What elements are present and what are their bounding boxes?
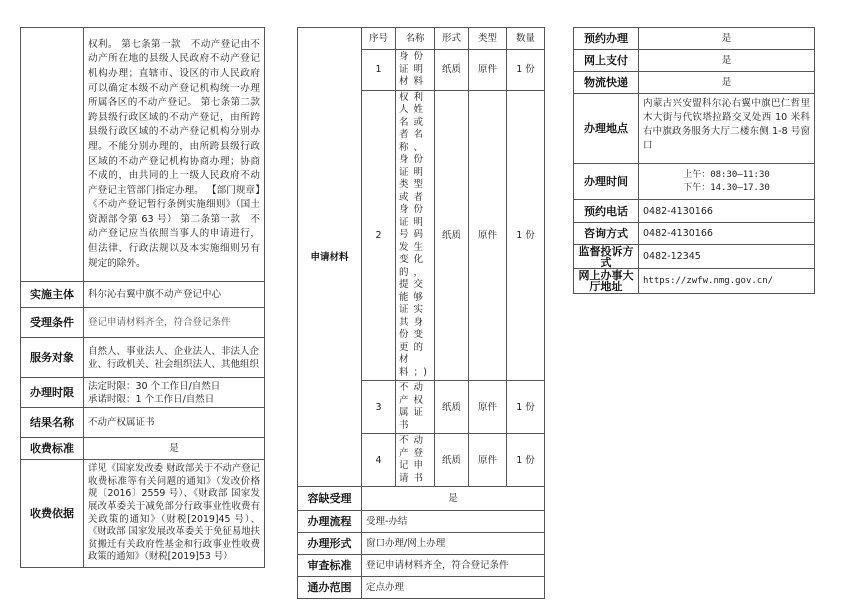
table-row <box>298 555 545 577</box>
value-location: 内蒙古兴安盟科尔沁右翼中旗巴仁哲里木大街与代钦塔拉路交叉处西 10 米科右中旗政务服务大厅二楼东侧 1-8 号窗口 <box>639 94 815 164</box>
value-acceptance-conditions: 登记申请材料齐全，符合登记条件 <box>84 308 265 338</box>
table-row <box>574 164 815 200</box>
label-online-payment: 网上支付 <box>574 50 639 72</box>
label-process-flow: 办理流程 <box>298 511 362 533</box>
label-review-standard: 审查标准 <box>298 555 362 577</box>
material-form: 纸质 <box>435 381 469 434</box>
label-appointment: 预约办理 <box>574 28 639 50</box>
label-missing-acceptance: 容缺受理 <box>298 487 362 511</box>
table-row <box>21 438 265 460</box>
material-form: 纸质 <box>435 90 469 381</box>
value-fee-standard: 是 <box>84 438 265 460</box>
value-appointment: 是 <box>639 28 815 50</box>
table-row <box>574 72 815 94</box>
label-time-limit: 办理时限 <box>21 378 84 408</box>
morning-hours: 上午：08:30—11:30 <box>683 169 770 180</box>
label-process-form: 办理形式 <box>298 533 362 555</box>
value-appointment-phone[interactable]: 0482-4130166 <box>639 200 815 223</box>
value-service-target: 自然人、事业法人、企业法人、非法人企业、行政机关、社会组织法人、其他组织 <box>84 338 265 378</box>
table-row <box>21 460 265 568</box>
label-application-materials: 申请材料 <box>298 28 362 487</box>
label-complaint: 监督投诉方式 <box>574 245 639 269</box>
label-online-hall: 网上办事大厅地址 <box>574 269 639 294</box>
table-row <box>574 94 815 164</box>
table-row <box>298 577 545 599</box>
table-row <box>574 223 815 245</box>
value-review-standard: 登记申请材料齐全，符合登记条件 <box>362 555 545 577</box>
label-result-name: 结果名称 <box>21 408 84 438</box>
value-process-form: 窗口办理/网上办理 <box>362 533 545 555</box>
table-row <box>298 487 545 511</box>
material-name: 身份证明材料 <box>396 50 435 91</box>
material-qty: 1 份 <box>507 434 545 487</box>
table-row <box>574 28 815 50</box>
materials-header-row <box>298 28 545 50</box>
value-fee-basis: 详见《国家发改委 财政部关于不动产登记收费标准等有关问题的通知》（发改价格规〔2016〕2559 号）、《财政部 国家发展改革委关于减免部分行政事业性收费有关政策的通知》（财税[2019]45 号）、《财政部 国家发展改革委关于免征易地扶贫搬迁有关政府性基金和行政事业性收费政策的通知》（财税[2019]53 号） <box>84 460 265 568</box>
material-type: 原件 <box>469 90 507 381</box>
table-row <box>21 338 265 378</box>
label-appointment-phone: 预约电话 <box>574 200 639 223</box>
label-service-scope: 通办范围 <box>298 577 362 599</box>
label-service-target: 服务对象 <box>21 338 84 378</box>
header-name: 名称 <box>396 28 435 50</box>
label-fee-standard: 收费标准 <box>21 438 84 460</box>
value-logistics-delivery: 是 <box>639 72 815 94</box>
value-process-flow: 受理-办结 <box>362 511 545 533</box>
value-office-hours <box>639 164 815 200</box>
label-acceptance-conditions: 受理条件 <box>21 308 84 338</box>
material-type: 原件 <box>469 434 507 487</box>
header-no: 序号 <box>362 28 396 50</box>
header-type: 类型 <box>469 28 507 50</box>
value-online-payment: 是 <box>639 50 815 72</box>
value-consultation[interactable]: 0482-4130166 <box>639 223 815 245</box>
promised-time-limit: 承诺时限：1 个工作日/自然日 <box>88 393 215 405</box>
material-no: 2 <box>362 90 396 381</box>
value-implementing-body: 科尔沁右翼中旗不动产登记中心 <box>84 282 265 308</box>
material-qty: 1 份 <box>507 381 545 434</box>
table-row <box>298 511 545 533</box>
table-row <box>574 269 815 294</box>
empty-label-cell <box>21 28 84 282</box>
table-row <box>21 378 265 408</box>
material-no: 1 <box>362 50 396 91</box>
statutory-time-limit: 法定时限：30 个工作日/自然日 <box>88 380 221 392</box>
value-complaint[interactable]: 0482-12345 <box>639 245 815 269</box>
material-type: 原件 <box>469 381 507 434</box>
header-qty: 数量 <box>507 28 545 50</box>
afternoon-hours: 下午：14.30—17.30 <box>683 182 770 193</box>
service-info-table-left <box>20 27 265 568</box>
table-row <box>574 50 815 72</box>
material-no: 3 <box>362 381 396 434</box>
label-office-hours: 办理时间 <box>574 164 639 200</box>
header-form: 形式 <box>435 28 469 50</box>
table-row <box>21 282 265 308</box>
value-service-scope: 定点办理 <box>362 577 545 599</box>
label-fee-basis: 收费依据 <box>21 460 84 568</box>
value-result-name: 不动产权属证书 <box>84 408 265 438</box>
table-row <box>21 408 265 438</box>
label-consultation: 咨询方式 <box>574 223 639 245</box>
material-qty: 1 份 <box>507 50 545 91</box>
material-type: 原件 <box>469 50 507 91</box>
table-row <box>574 245 815 269</box>
table-row <box>21 28 265 282</box>
table-row <box>298 533 545 555</box>
table-row <box>574 200 815 223</box>
service-info-table-right <box>573 27 815 294</box>
legal-basis-continued: 权利。 第七条第一款 不动产登记由不动产所在地的县级人民政府不动产登记机构办理；直辖市、设区的市人民政府可以确定本级不动产登记机构统一办理所属各区的不动产登记。 第七条第二款 跨县级行政区域的不动产登记，由所跨县级行政区域的不动产登记机构分别办理。不能分别办理的，由所跨县级行政区域的不动产登记机构协商办理；协商不成的，由共同的上一级人民政府不动产登记主管部门指定办理。 【部门规章】《不动产登记暂行条例实施细则》（国土资源部令第 63 号） 第二条第一款 不动产登记应当依照当事人的申请进行，但法律、行政法规以及本实施细则另有规定的除外。 <box>84 28 265 282</box>
material-name: 权利人姓名或者名称、身份证明类型或者身份证明号码发生变化的，提交能够证实其身份变更的材料；) <box>396 90 435 381</box>
label-implementing-body: 实施主体 <box>21 282 84 308</box>
material-form: 纸质 <box>435 434 469 487</box>
application-materials-table <box>297 27 545 599</box>
material-no: 4 <box>362 434 396 487</box>
value-missing-acceptance: 是 <box>362 487 545 511</box>
material-form: 纸质 <box>435 50 469 91</box>
material-name: 不动产权属证书 <box>396 381 435 434</box>
label-logistics-delivery: 物流快递 <box>574 72 639 94</box>
label-location: 办理地点 <box>574 94 639 164</box>
online-hall-link[interactable]: https://zwfw.nmg.gov.cn/ <box>639 269 815 294</box>
material-qty: 1 份 <box>507 90 545 381</box>
value-time-limit <box>84 378 265 408</box>
table-row <box>21 308 265 338</box>
material-name: 不动产登记申请书 <box>396 434 435 487</box>
